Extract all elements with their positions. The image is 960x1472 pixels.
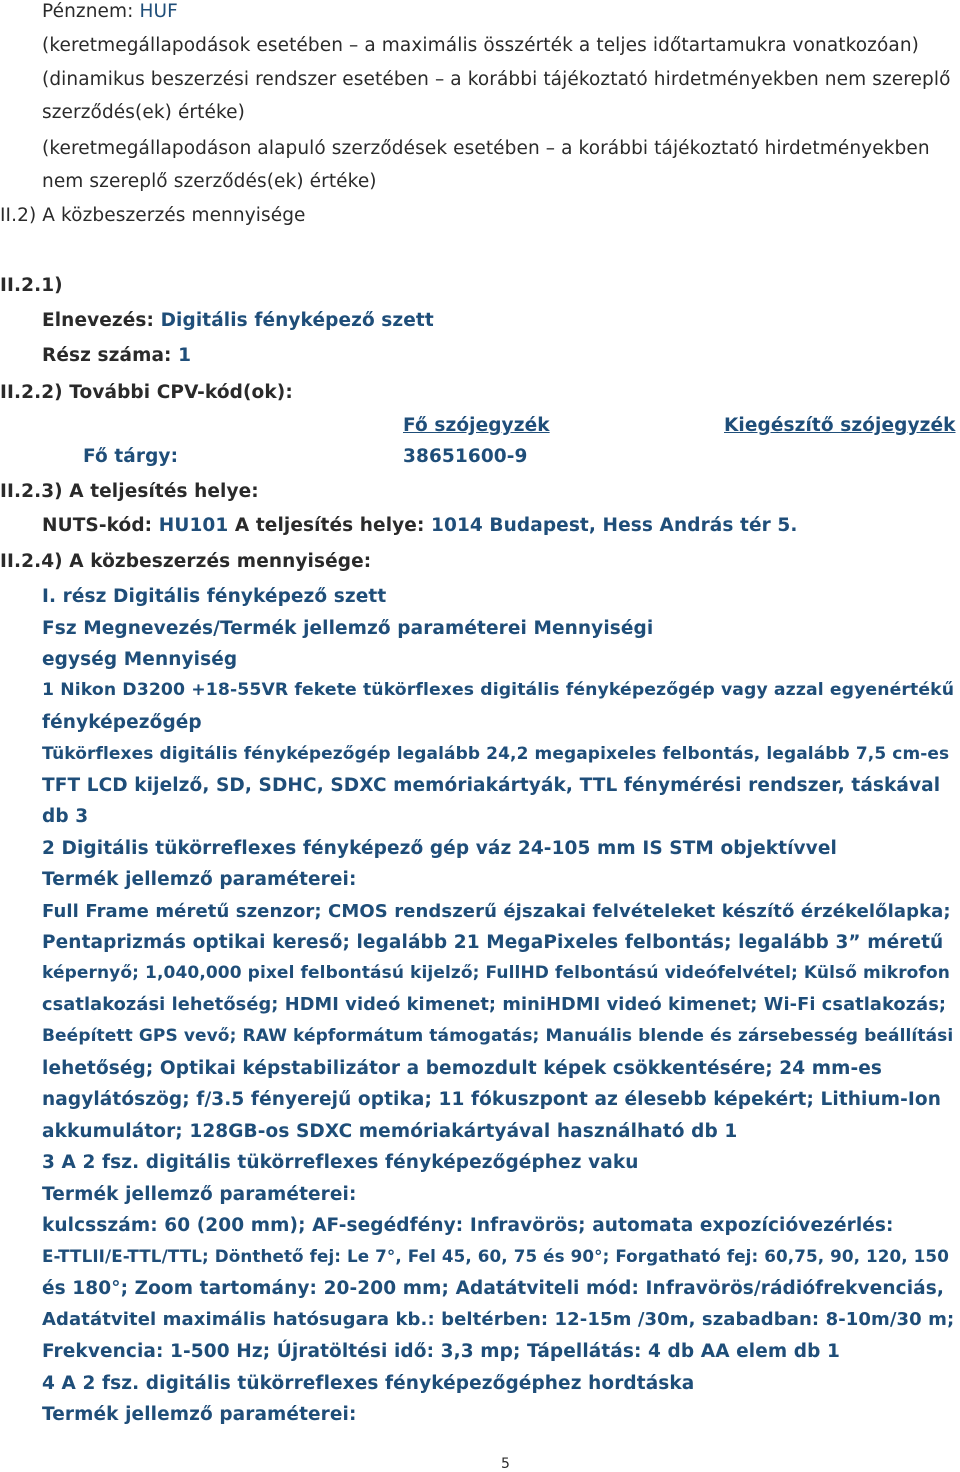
- quantity-text-line: Termék jellemző paraméterei:: [42, 1184, 357, 1205]
- quantity-text-line: Full Frame méretű szenzor; CMOS rendszerű éjszakai felvételeket készítő érzékelőlapka;: [42, 901, 951, 922]
- section-ii23-heading: II.2.3) A teljesítés helye:: [0, 481, 259, 502]
- section-ii21-number: II.2.1): [0, 275, 63, 296]
- quantity-text-line: csatlakozási lehetőség; HDMI videó kimenet; miniHDMI videó kimenet; Wi-Fi csatlakozás;: [42, 995, 947, 1015]
- note-line: (keretmegállapodások esetében – a maximális összérték a teljes időtartamukra vonatkozóan): [42, 35, 919, 56]
- currency-label: Pénznem:: [42, 1, 134, 22]
- cpv-extra-column-header: Kiegészítő szójegyzék: [724, 415, 956, 436]
- section-ii22-heading: II.2.2) További CPV-kód(ok):: [0, 382, 293, 403]
- currency-value: HUF: [139, 1, 178, 22]
- quantity-text-line: 1 Nikon D3200 +18-55VR fekete tükörflexes digitális fényképezőgép vagy azzal egyenértékű: [42, 680, 955, 700]
- quantity-text-line: kulcsszám: 60 (200 mm); AF-segédfény: Infravörös; automata expozícióvezérlés:: [42, 1215, 894, 1236]
- quantity-text-line: 3 A 2 fsz. digitális tükörreflexes fényképezőgéphez vaku: [42, 1152, 639, 1173]
- note-line: (keretmegállapodáson alapuló szerződések esetében – a korábbi tájékoztató hirdetményekben: [42, 138, 930, 159]
- quantity-text-line: és 180°; Zoom tartomány: 20-200 mm; Adatátviteli mód: Infravörös/rádiófrekvenciás,: [42, 1278, 944, 1299]
- quantity-text-line: egység Mennyiség: [42, 649, 238, 670]
- cpv-main-column-header: Fő szójegyzék: [403, 415, 550, 436]
- quantity-text-line: Beépített GPS vevő; RAW képformátum támogatás; Manuális blende és zársebesség beállítási: [42, 1026, 954, 1046]
- part-label: Rész száma:: [42, 345, 172, 366]
- quantity-text-line: db 3: [42, 806, 89, 827]
- name-line: [42, 312, 434, 331]
- quantity-text-line: Adatátvitel maximális hatósugara kb.: beltérben: 12-15m /30m, szabadban: 8-10m/30 m;: [42, 1309, 955, 1330]
- quantity-text-line: Tükörflexes digitális fényképezőgép legalább 24,2 megapixeles felbontás, legalább 7,5 cm-es: [42, 744, 950, 764]
- place-label: A teljesítés helye:: [234, 515, 425, 536]
- section-ii24-heading: II.2.4) A közbeszerzés mennyisége:: [0, 551, 372, 572]
- note-line: nem szereplő szerződés(ek) értéke): [42, 171, 377, 192]
- cpv-row-value: 38651600-9: [403, 446, 528, 467]
- quantity-text-line: 2 Digitális tükörreflexes fényképező gép váz 24-105 mm IS STM objektívvel: [42, 838, 837, 859]
- quantity-text-line: 4 A 2 fsz. digitális tükörreflexes fényképezőgéphez hordtáska: [42, 1373, 695, 1394]
- name-label: Elnevezés:: [42, 310, 155, 331]
- place-value: 1014 Budapest, Hess András tér 5.: [431, 515, 798, 536]
- quantity-text-line: akkumulátor; 128GB-os SDXC memóriakártyával használható db 1: [42, 1121, 738, 1142]
- quantity-text-line: nagylátószög; f/3.5 fényerejű optika; 11 fókuszpont az élesebb képekért; Lithium-Ion: [42, 1089, 941, 1110]
- nuts-line: [42, 517, 797, 536]
- quantity-text-line: Termék jellemző paraméterei:: [42, 1404, 357, 1425]
- note-line: (dinamikus beszerzési rendszer esetében – a korábbi tájékoztató hirdetményekben nem szereplő: [42, 69, 951, 90]
- quantity-text-line: I. rész Digitális fényképező szett: [42, 586, 387, 607]
- currency-line: [42, 3, 178, 22]
- name-value: Digitális fényképező szett: [160, 310, 434, 331]
- part-value: 1: [178, 345, 192, 366]
- quantity-text-line: Termék jellemző paraméterei:: [42, 869, 357, 890]
- part-line: [42, 347, 191, 366]
- quantity-text-line: Frekvencia: 1-500 Hz; Újratöltési idő: 3,3 mp; Tápellátás: 4 db AA elem db 1: [42, 1341, 841, 1362]
- nuts-value: HU101: [158, 515, 229, 536]
- quantity-text-line: Pentaprizmás optikai kereső; legalább 21 MegaPixeles felbontás; legalább 3” méretű: [42, 932, 944, 953]
- quantity-text-line: E-TTLII/E-TTL/TTL; Dönthető fej: Le 7°, Fel 45, 60, 75 és 90°; Forgatható fej: 60,75, 90, 120, 150: [42, 1246, 949, 1266]
- quantity-text-line: Fsz Megnevezés/Termék jellemző paraméterei Mennyiségi: [42, 618, 654, 639]
- note-line: szerződés(ek) értéke): [42, 102, 245, 123]
- quantity-text-line: TFT LCD kijelző, SD, SDHC, SDXC memóriakártyák, TTL fénymérési rendszer, táskával: [42, 775, 941, 796]
- nuts-label: NUTS-kód:: [42, 515, 153, 536]
- section-ii2-heading: II.2) A közbeszerzés mennyisége: [0, 205, 306, 226]
- quantity-text-line: lehetőség; Optikai képstabilizátor a bemozdult képek csökkentésére; 24 mm-es: [42, 1058, 883, 1079]
- page-number: 5: [501, 1456, 510, 1472]
- quantity-text-line: képernyő; 1,040,000 pixel felbontású kijelző; FullHD felbontású videófelvétel; Külső mikrofon: [42, 963, 950, 983]
- quantity-text-line: fényképezőgép: [42, 712, 202, 733]
- cpv-row-label: Fő tárgy:: [83, 446, 179, 467]
